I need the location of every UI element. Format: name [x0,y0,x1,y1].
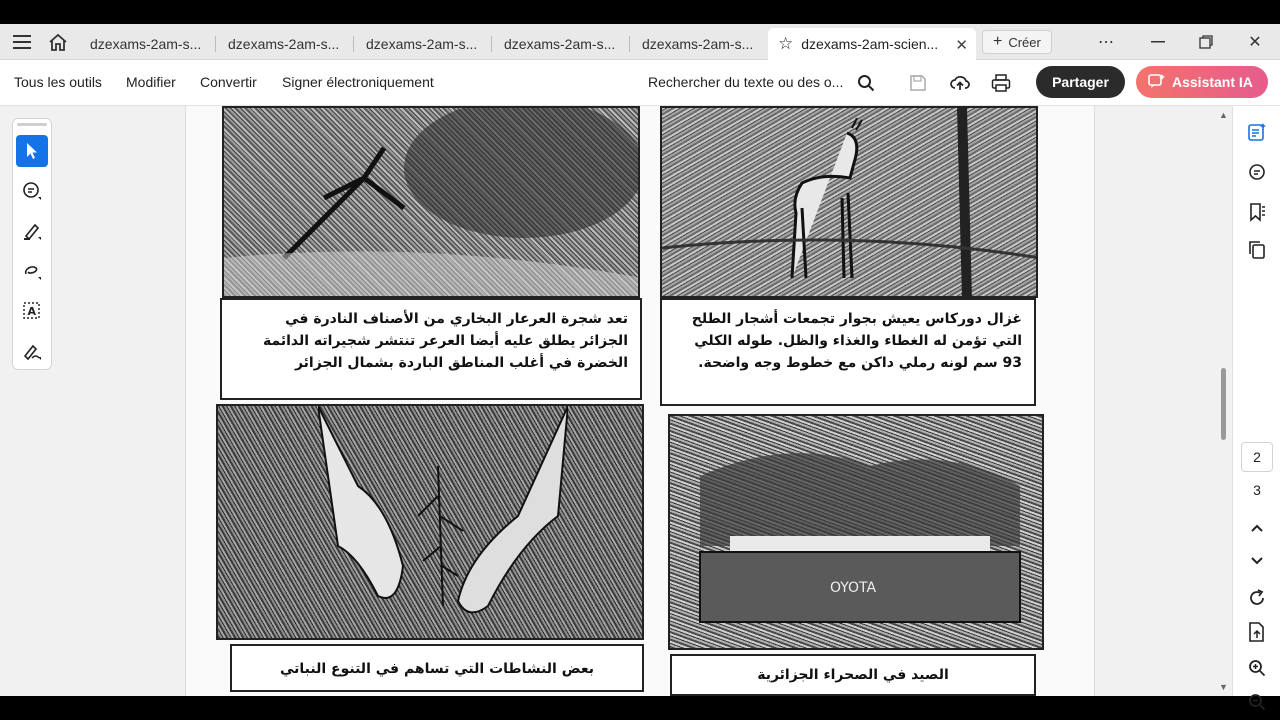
left-tool-panel [12,118,52,370]
tab-label: dzexams-2am-s... [366,36,478,52]
dorcas-gazelle-photo [660,106,1038,298]
comment-tool-icon[interactable] [16,175,48,207]
bookmark-icon[interactable] [1245,200,1269,224]
search-icon[interactable] [854,71,878,95]
zoom-out-icon[interactable] [1245,690,1269,714]
page-export-icon[interactable] [1245,620,1269,644]
draw-tool-icon[interactable] [16,255,48,287]
caption-juniper: تعد شجرة العرعار البخاري من الأصناف النادرة في الجزائر يطلق عليه أيضا العرعر تنتشر شجيراته الدائمة الخضرة في أغلب المناطق الباردة بشمال الجزائر [220,298,642,400]
upload-icon[interactable] [948,71,972,95]
plus-icon: + [993,33,1003,50]
app-window [0,24,1280,696]
menu-all-tools[interactable]: Tous les outils [14,74,102,90]
juniper-tree-photo [222,106,640,298]
right-rail [1232,106,1280,696]
search-field[interactable]: Rechercher du texte ou des o... [648,74,844,90]
ai-assistant-button[interactable] [1136,66,1268,98]
tab-label: dzexams-2am-s... [642,36,754,52]
zoom-in-icon[interactable] [1245,656,1269,680]
create-button[interactable] [982,30,1052,54]
svg-text:A: A [27,305,37,318]
tab-active[interactable] [768,28,976,60]
caption-activities: بعض النشاطات التي تساهم في التنوع النباتي [230,644,644,692]
planting-hands-photo [216,404,644,640]
chevron-up-icon[interactable] [1245,516,1269,540]
scroll-down-icon[interactable]: ▼ [1219,682,1228,692]
menu-edit[interactable]: Modifier [126,74,176,90]
sign-tool-icon[interactable] [16,335,48,367]
caption-gazelle: غزال دوركاس يعيش بجوار تجمعات أشجار الطلح التي تؤمن له الغطاء والغذاء والظل. طوله الكلي 93 سم لونه رملي داكن مع خطوط وجه واضحة. [660,298,1036,406]
create-label: Créer [1008,34,1041,50]
close-window-icon[interactable]: ✕ [1248,34,1262,51]
more-icon[interactable]: ⋯ [1098,34,1114,51]
print-icon[interactable] [989,71,1013,95]
comments-panel-icon[interactable] [1245,160,1269,184]
tab-label: dzexams-2am-s... [228,36,340,52]
vertical-scrollbar[interactable] [1217,106,1231,696]
tab-bar [0,24,1280,60]
tab-label: dzexams-2am-s... [90,36,202,52]
menu-convert[interactable]: Convertir [200,74,257,90]
share-button[interactable] [1036,66,1125,98]
scroll-thumb[interactable] [1221,368,1226,440]
pdf-page [185,106,1095,696]
tab-4[interactable] [492,28,630,60]
ai-label: Assistant IA [1172,74,1253,90]
scroll-up-icon[interactable]: ▲ [1219,110,1228,120]
hunting-truck-photo [668,414,1044,650]
tab-5[interactable] [630,28,768,60]
ai-sparkle-icon [1148,73,1166,92]
highlight-tool-icon[interactable] [16,215,48,247]
toolbar [0,60,1280,106]
page-number-next[interactable]: 3 [1253,482,1261,498]
rotate-icon[interactable] [1245,586,1269,610]
menu-sign[interactable]: Signer électroniquement [282,74,434,90]
menu-icon[interactable] [10,30,34,54]
restore-icon[interactable] [1194,30,1218,54]
tab-label: dzexams-2am-scien... [801,36,939,52]
text-recognition-icon[interactable] [16,295,48,327]
document-workspace [0,106,1232,696]
minimize-icon[interactable] [1146,30,1170,54]
panel-grip[interactable] [17,123,47,126]
page-number-current[interactable]: 2 [1241,442,1273,472]
home-icon[interactable] [46,30,70,54]
chevron-down-icon[interactable] [1245,549,1269,573]
ai-summary-icon[interactable] [1245,120,1269,144]
tab-1[interactable] [78,28,216,60]
truck-brand-text: OYOTA [830,580,877,596]
scanned-exam-sheet [186,106,1095,696]
close-tab-icon[interactable]: ✕ [955,37,968,54]
save-icon[interactable] [906,71,930,95]
tab-2[interactable] [216,28,354,60]
star-icon[interactable]: ☆ [778,34,794,53]
tab-3[interactable] [354,28,492,60]
copy-pages-icon[interactable] [1245,238,1269,262]
caption-hunting: الصيد في الصحراء الجزائرية [670,654,1036,696]
select-tool-icon[interactable] [16,135,48,167]
tab-label: dzexams-2am-s... [504,36,616,52]
share-label: Partager [1052,74,1109,90]
